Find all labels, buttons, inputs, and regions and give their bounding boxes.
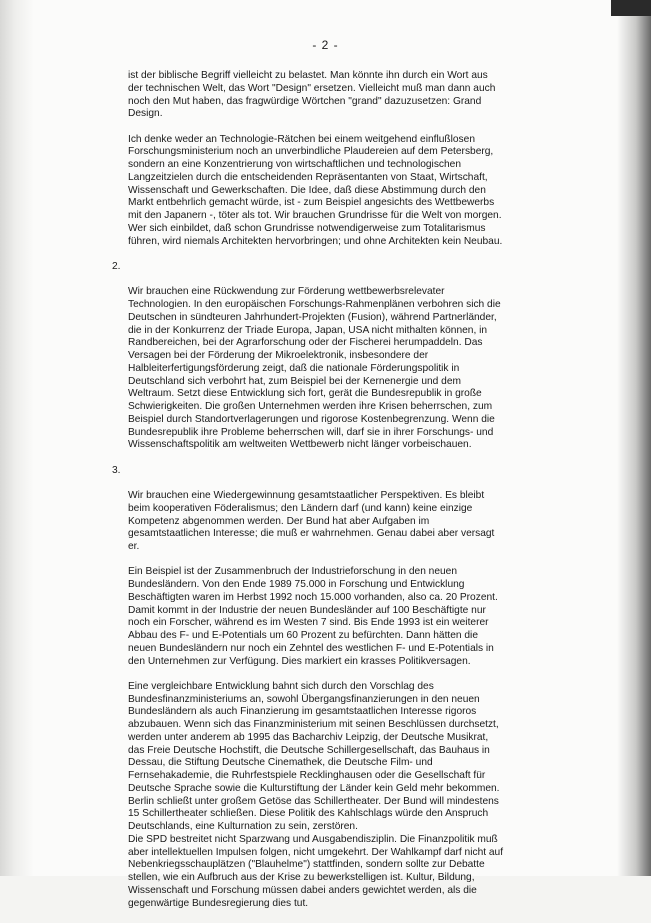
paragraph-spd: Die SPD bestreitet nicht Sparzwang und Ausgabendisziplin. Die Finanzpolitik muß aber intellektuellen Impulsen folgen, nicht umgekehrt. Der Wahlkampf darf nicht auf Nebenkriegsschauplätzen ("Blauhelme") stattfinden, sondern sollte zur Debatte stellen, wie ein Aufbruch aus der Krise zu bewerkstelligen ist. Kultur, Bildung, Wissenschaft und Forschung müssen dabei anders gewichtet werden, als die gegenwärtige Bundesregierung dies tut. — [128, 833, 504, 909]
item-number: 2. — [112, 260, 121, 272]
scan-shadow-right — [617, 0, 651, 876]
numbered-item-2 — [112, 260, 506, 452]
document-body — [112, 70, 506, 923]
scan-corner — [611, 0, 651, 16]
page-number: - 2 - — [312, 38, 339, 52]
item-text: Wir brauchen eine Wiedergewinnung gesamtstaatlicher Perspektiven. Es bleibt beim kooperativen Föderalismus; den Ländern darf (und kann) keine einzige Kompetenz abgenommen werden. Der Bund hat aber Aufgaben im gesamtstaatlichen Interesse; die muß er wahrnehmen. Genau dabei aber versagt er. — [128, 490, 495, 552]
paragraph-technology: Ich denke weder an Technologie-Rätchen bei einem weitgehend einflußlosen Forschungsministerium noch an unverbindliche Plaudereien auf dem Petersberg, sondern an eine Konzentrierung von wirtschaftlichen und technologischen Langzeitzielen durch die entscheidenden Repräsentanten von Staat, Wirtschaft, Wissenschaft und Gewerkschaften. Die Idee, daß diese Abstimmung durch den Markt entbehrlich gemacht würde, ist - zum Beispiel angesichts des Wettbewerbs mit den Japanern -, töter als tot. Wir brauchen Grundrisse für die Welt von morgen. Wer sich einbildet, daß schon Grundrisse notwendigerweise zum Totalitarismus führen, wird niemals Architekten hervorbringen; und ohne Architekten kein Neubau. — [128, 133, 503, 247]
scan-shadow-left — [0, 0, 34, 876]
paragraph-finance-ministry: Eine vergleichbare Entwicklung bahnt sich durch den Vorschlag des Bundesfinanzministeriums an, sowohl Übergangsfinanzierungen in den neuen Bundesländern als auch Finanzierung im gesamtstaatlichen Interesse rigoros abzubauen. Wenn sich das Finanzministerium mit seinen Beschlüssen durchsetzt, werden unter anderem ab 1995 das Bacharchiv Leipzig, der Deutsche Musikrat, das Freie Deutsche Hochstift, die Deutsche Schillergesellschaft, das Bauhaus in Dessau, die Stiftung Deutsche Cinemathek, die Deutsche Film- und Fernsehakademie, die Ruhrfestspiele Recklinghausen oder die Gesellschaft für Deutsche Sprache sowie die Kulturstiftung der Länder kein Geld mehr bekommen. Berlin schließt unter großem Getöse das Schillertheater. Der Bund will mindestens 15 Schillertheater schließen. Diese Politik des Kahlschlags würde den Anspruch Deutschlands, eine Kulturnation zu sein, zerstören. — [128, 680, 500, 832]
paragraph-design: ist der biblische Begriff vielleicht zu belastet. Man könnte ihn durch ein Wort aus der technischen Welt, das Wort "Design" ersetzen. Vielleicht muß man dann auch noch den Mut haben, das fragwürdige Wörtchen "grand" dazuzusetzen: Grand Design. — [128, 70, 496, 120]
item-number: 3. — [112, 464, 121, 476]
item-text: Wir brauchen eine Rückwendung zur Förderung wettbewerbsrelevater Technologien. In den europäischen Forschungs-Rahmenplänen verbohren sich die Deutschen in sündteuren Jahrhundert-Projekten (Fusion), während Partnerländer, die in der Konkurrenz der Triade Europa, Japan, USA nicht mithalten können, in Randbereichen, bei der Agrarforschung oder der Fischerei herumpaddeln. Das Versagen bei der Förderung der Mikroelektronik, insbesondere der Halbleiterfertigungsförderung zeigt, daß die nationale Förderungspolitik in Deutschland sich verbohrt hat, zum Beispiel bei der Kernenergie und dem Weltraum. Setzt diese Entwicklung sich fort, gerät die Bundesrepublik in große Schwierigkeiten. Die großen Unternehmen werden ihre Krisen beherrschen, zum Beispiel durch Standortverlagerungen und rigorose Kostenbegrenzung. Wenn die Bundesrepublik ihre Probleme beherrschen will, darf sie in ihrer Forschungs- und Wissenschaftspolitik am weltweiten Wettbewerb nicht länger vorbeischauen. — [128, 286, 501, 451]
paragraph-industry-research: Ein Beispiel ist der Zusammenbruch der Industrieforschung in den neuen Bundesländern. Von den Ende 1989 75.000 in Forschung und Entwicklung Beschäftigten waren im Herbst 1992 noch 15.000 vorhanden, also ca. 20 Prozent. Damit kommt in der Industrie der neuen Bundesländer auf 100 Beschäftigte nur noch ein Forscher, während es im Westen 7 sind. Bis Ende 1993 ist ein weiterer Abbau des F- und E-Potentials um 60 Prozent zu befürchten. Dann hätten die neuen Bundesländern nur noch ein Zehntel des westlichen F- und E-Potentials in den Unternehmen zur Verfügung. Dies markiert ein krasses Politikversagen. — [128, 566, 498, 667]
numbered-item-3 — [112, 464, 506, 554]
